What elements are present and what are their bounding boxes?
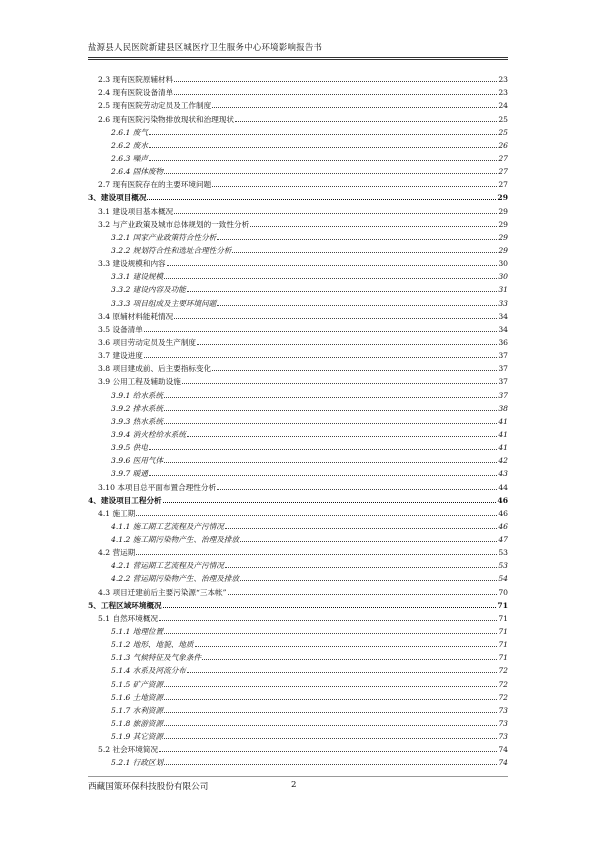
toc-entry-title: 3.6 项目劳动定员及生产制度: [98, 337, 197, 347]
toc-entry[interactable]: [88, 255, 508, 268]
dot-leader: [164, 423, 497, 424]
toc-entry-page: 38: [498, 403, 508, 413]
toc-entry-title: 5.1.5 矿产资源: [111, 679, 164, 689]
toc-entry-title: 5.1.3 气候特征及气象条件: [111, 653, 202, 663]
toc-entry[interactable]: [88, 557, 508, 570]
running-header: 盐源县人民医院新建县区城医疗卫生服务中心环境影响报告书: [88, 42, 323, 52]
toc-entry-page: 72: [498, 679, 508, 689]
toc-entry[interactable]: [88, 150, 508, 163]
toc-entry[interactable]: [88, 728, 508, 741]
toc-entry-page: 71: [498, 653, 508, 663]
toc-entry[interactable]: [88, 268, 508, 281]
dot-leader: [164, 764, 497, 765]
dot-leader: [174, 213, 497, 214]
toc-entry-title: 5.1.4 水系及河流分布: [111, 666, 186, 676]
toc-entry[interactable]: [88, 124, 508, 137]
toc-entry-title: 2.7 现有医院存在的主要环境问题: [98, 180, 212, 190]
toc-entry-title: 4.2.2 营运期污染物产生、治理及排放: [111, 574, 240, 584]
toc-entry[interactable]: [88, 189, 508, 202]
toc-entry-page: 53: [498, 561, 508, 571]
toc-entry-page: 37: [498, 364, 508, 374]
toc-entry[interactable]: [88, 649, 508, 662]
toc-entry-page: 46: [497, 495, 508, 505]
dot-leader: [217, 305, 497, 306]
toc-entry-page: 33: [498, 298, 508, 308]
toc-entry-page: 37: [498, 390, 508, 400]
toc-entry[interactable]: [88, 216, 508, 229]
toc-entry[interactable]: [88, 71, 508, 84]
toc-entry-title: 3.9.2 排水系统: [111, 403, 164, 413]
toc-entry-title: 3.3.1 建设规模: [111, 272, 164, 282]
toc-entry-page: 43: [498, 469, 508, 479]
toc-entry-title: 4.3 项目迁建前后主要污染源“三本帐”: [98, 587, 227, 597]
footer-rule: [88, 776, 508, 777]
toc-entry-title: 3.2.1 国家产业政策符合性分析: [111, 232, 217, 242]
toc-entry[interactable]: [88, 662, 508, 675]
dot-leader: [149, 160, 497, 161]
toc-entry-page: 30: [498, 272, 508, 282]
toc-entry[interactable]: [88, 137, 508, 150]
toc-entry[interactable]: [88, 242, 508, 255]
toc-entry[interactable]: [88, 97, 508, 110]
dot-leader: [228, 594, 497, 595]
toc-entry[interactable]: [88, 334, 508, 347]
dot-leader: [164, 278, 497, 279]
toc-entry-title: 5.1.2 地形、地貌、地质: [111, 640, 194, 650]
dot-leader: [163, 607, 497, 608]
toc-entry-page: 71: [497, 600, 508, 610]
dot-leader: [182, 383, 497, 384]
toc-entry[interactable]: [88, 754, 508, 767]
dot-leader: [149, 147, 497, 148]
toc-entry[interactable]: [88, 531, 508, 544]
toc-entry[interactable]: [88, 294, 508, 307]
toc-entry-title: 3.3.3 项目组成及主要环境问题: [111, 298, 217, 308]
toc-entry-title: 5.1 自然环境概况: [98, 613, 159, 623]
toc-entry-page: 42: [498, 456, 508, 466]
toc-entry[interactable]: [88, 400, 508, 413]
toc-entry-title: 3.1 建设项目基本概况: [98, 206, 174, 216]
toc-entry[interactable]: [88, 610, 508, 623]
toc-entry-page: 70: [498, 587, 508, 597]
dot-leader: [136, 554, 497, 555]
dot-leader: [225, 567, 497, 568]
dot-leader: [217, 239, 497, 240]
toc-entry[interactable]: [88, 689, 508, 702]
toc-entry[interactable]: [88, 623, 508, 636]
dot-leader: [144, 357, 497, 358]
toc-entry-page: 46: [498, 521, 508, 531]
toc-entry[interactable]: [88, 202, 508, 215]
toc-entry-page: 71: [498, 640, 508, 650]
toc-entry-title: 3.9.5 供电: [111, 443, 148, 453]
dot-leader: [164, 633, 497, 634]
toc-entry-page: 29: [498, 232, 508, 242]
dot-leader: [164, 699, 497, 700]
footer-company: 西藏国策环保科技股份有限公司: [88, 782, 209, 792]
toc-entry-title: 3.3 建设规模和内容: [98, 259, 166, 269]
toc-entry-page: 41: [498, 443, 508, 453]
toc-entry-page: 25: [498, 127, 508, 137]
page-number: 2: [291, 780, 297, 790]
dot-leader: [164, 173, 497, 174]
dot-leader: [164, 712, 497, 713]
toc-entry[interactable]: [88, 281, 508, 294]
dot-leader: [187, 291, 497, 292]
toc-entry[interactable]: [88, 360, 508, 373]
toc-entry-title: 4.1.1 施工期工艺流程及产污情况: [111, 521, 224, 531]
toc-entry-page: 71: [498, 613, 508, 623]
toc-entry[interactable]: [88, 583, 508, 596]
toc-entry-page: 73: [498, 705, 508, 715]
toc-entry[interactable]: [88, 518, 508, 531]
toc-entry[interactable]: [88, 715, 508, 728]
dot-leader: [147, 199, 496, 200]
toc-entry-title: 2.6.2 废水: [111, 140, 148, 150]
toc-entry-page: 47: [498, 535, 508, 545]
dot-leader: [159, 751, 497, 752]
toc-entry-page: 37: [498, 351, 508, 361]
dot-leader: [149, 449, 497, 450]
toc-entry[interactable]: [88, 176, 508, 189]
toc-entry-page: 36: [498, 337, 508, 347]
toc-entry-title: 2.6 现有医院污染物排放现状和治理现状: [98, 114, 234, 124]
dot-leader: [164, 462, 497, 463]
toc-entry-page: 30: [498, 259, 508, 269]
toc-entry-title: 5.2.1 行政区划: [111, 758, 164, 768]
dot-leader: [174, 94, 497, 95]
dot-leader: [212, 370, 497, 371]
toc-entry[interactable]: [88, 373, 508, 386]
toc-entry-page: 27: [498, 167, 508, 177]
toc-entry-title: 4.2.1 营运期工艺流程及产污情况: [111, 561, 224, 571]
table-of-contents: [88, 71, 508, 767]
toc-entry-title: 2.6.3 噪声: [111, 153, 148, 163]
toc-entry-page: 41: [498, 416, 508, 426]
toc-entry-page: 46: [498, 508, 508, 518]
toc-entry[interactable]: [88, 544, 508, 557]
toc-entry-page: 26: [498, 140, 508, 150]
toc-entry-title: 4.1 施工期: [98, 508, 136, 518]
toc-entry[interactable]: [88, 413, 508, 426]
dot-leader: [163, 502, 497, 503]
toc-entry-page: 41: [498, 429, 508, 439]
toc-entry-page: 72: [498, 692, 508, 702]
toc-entry-page: 72: [498, 666, 508, 676]
toc-entry-title: 2.6.4 固体废物: [111, 167, 164, 177]
toc-entry-title: 3.2.2 规划符合性和选址合理性分析: [111, 245, 232, 255]
toc-entry-page: 74: [498, 758, 508, 768]
dot-leader: [232, 252, 497, 253]
toc-entry[interactable]: [88, 386, 508, 399]
dot-leader: [240, 580, 497, 581]
toc-entry[interactable]: [88, 163, 508, 176]
toc-entry-title: 4、建设项目工程分析: [88, 495, 162, 505]
toc-entry-title: 5.1.6 土地资源: [111, 692, 164, 702]
toc-entry[interactable]: [88, 439, 508, 452]
toc-entry-title: 3.2 与产业政策及城市总体规划的一致性分析: [98, 219, 250, 229]
dot-leader: [164, 725, 497, 726]
dot-leader: [174, 318, 497, 319]
toc-entry-title: 3.9.1 给水系统: [111, 390, 164, 400]
toc-entry-page: 23: [498, 88, 508, 98]
toc-entry-title: 5.1.7 水利资源: [111, 705, 164, 715]
toc-entry-title: 3.9.6 医用气体: [111, 456, 164, 466]
toc-entry-title: 5.1.8 旅游资源: [111, 719, 164, 729]
toc-entry[interactable]: [88, 675, 508, 688]
toc-entry[interactable]: [88, 702, 508, 715]
toc-entry-page: 29: [498, 245, 508, 255]
toc-entry[interactable]: [88, 308, 508, 321]
toc-entry[interactable]: [88, 84, 508, 97]
toc-entry-title: 2.5 现有医院劳动定员及工作制度: [98, 101, 212, 111]
dot-leader: [202, 659, 497, 660]
dot-leader: [195, 646, 498, 647]
toc-entry-title: 3.7 建设进度: [98, 351, 143, 361]
dot-leader: [225, 528, 497, 529]
toc-entry[interactable]: [88, 741, 508, 754]
toc-entry-title: 4.1.2 施工期污染物产生、治理及排放: [111, 535, 240, 545]
dot-leader: [136, 515, 497, 516]
dot-leader: [250, 226, 497, 227]
toc-entry[interactable]: [88, 597, 508, 610]
toc-entry-title: 3、建设项目概况: [88, 193, 147, 203]
dot-leader: [159, 620, 497, 621]
toc-entry-title: 3.5 设备清单: [98, 324, 143, 334]
dot-leader: [217, 489, 497, 490]
dot-leader: [144, 331, 497, 332]
toc-entry-page: 54: [498, 574, 508, 584]
dot-leader: [149, 475, 497, 476]
toc-entry-title: 3.4 原辅材料能耗情况: [98, 311, 174, 321]
dot-leader: [212, 186, 497, 187]
toc-entry[interactable]: [88, 229, 508, 242]
toc-entry-page: 44: [498, 482, 508, 492]
toc-entry[interactable]: [88, 452, 508, 465]
toc-entry-page: 53: [498, 548, 508, 558]
toc-entry-page: 29: [498, 206, 508, 216]
toc-entry-page: 23: [498, 75, 508, 85]
toc-entry[interactable]: [88, 492, 508, 505]
toc-entry[interactable]: [88, 636, 508, 649]
toc-entry-page: 34: [498, 311, 508, 321]
dot-leader: [187, 436, 497, 437]
toc-entry-title: 5.1.9 其它资源: [111, 732, 164, 742]
header-rule: [88, 57, 508, 58]
toc-entry-title: 3.9.4 消火栓给水系统: [111, 429, 186, 439]
toc-entry-page: 29: [498, 219, 508, 229]
toc-entry-title: 3.10 本项目总平面布置合理性分析: [98, 482, 217, 492]
toc-entry-title: 3.9 公用工程及辅助设施: [98, 377, 181, 387]
toc-entry-title: 5.2 社会环境简况: [98, 745, 159, 755]
toc-entry-page: 74: [498, 745, 508, 755]
dot-leader: [212, 107, 497, 108]
toc-entry[interactable]: [88, 110, 508, 123]
toc-entry[interactable]: [88, 478, 508, 491]
toc-entry-page: 73: [498, 732, 508, 742]
toc-entry-page: 25: [498, 114, 508, 124]
toc-entry-page: 34: [498, 324, 508, 334]
dot-leader: [197, 344, 497, 345]
toc-entry-title: 3.9.3 热水系统: [111, 416, 164, 426]
toc-entry-title: 5、工程区域环境概况: [88, 600, 162, 610]
toc-entry-title: 3.8 项目建成前、后主要指标变化: [98, 364, 212, 374]
dot-leader: [240, 541, 497, 542]
toc-entry-page: 73: [498, 719, 508, 729]
toc-entry-page: 27: [498, 153, 508, 163]
toc-entry-title: 2.6.1 废气: [111, 127, 148, 137]
dot-leader: [187, 672, 497, 673]
toc-entry-page: 71: [498, 627, 508, 637]
toc-entry[interactable]: [88, 347, 508, 360]
dot-leader: [164, 410, 497, 411]
toc-entry-title: 3.3.2 建设内容及功能: [111, 285, 186, 295]
dot-leader: [164, 686, 497, 687]
toc-entry-title: 4.2 营运期: [98, 548, 136, 558]
toc-entry-title: 5.1.1 地理位置: [111, 627, 164, 637]
dot-leader: [235, 121, 497, 122]
dot-leader: [164, 738, 497, 739]
toc-entry-page: 31: [498, 285, 508, 295]
toc-entry-page: 24: [498, 101, 508, 111]
toc-entry[interactable]: [88, 426, 508, 439]
toc-entry[interactable]: [88, 505, 508, 518]
header-rule-thin: [88, 59, 508, 60]
toc-entry-title: 2.4 现有医院设备清单: [98, 88, 174, 98]
toc-entry-title: 3.9.7 暖通: [111, 469, 148, 479]
toc-entry[interactable]: [88, 465, 508, 478]
toc-entry-page: 37: [498, 377, 508, 387]
toc-entry[interactable]: [88, 570, 508, 583]
toc-entry-page: 29: [497, 193, 508, 203]
dot-leader: [167, 265, 497, 266]
toc-entry-title: 2.3 现有医院原辅材料: [98, 75, 174, 85]
dot-leader: [174, 81, 497, 82]
toc-entry[interactable]: [88, 321, 508, 334]
dot-leader: [149, 134, 497, 135]
toc-entry-page: 27: [498, 180, 508, 190]
dot-leader: [164, 397, 497, 398]
